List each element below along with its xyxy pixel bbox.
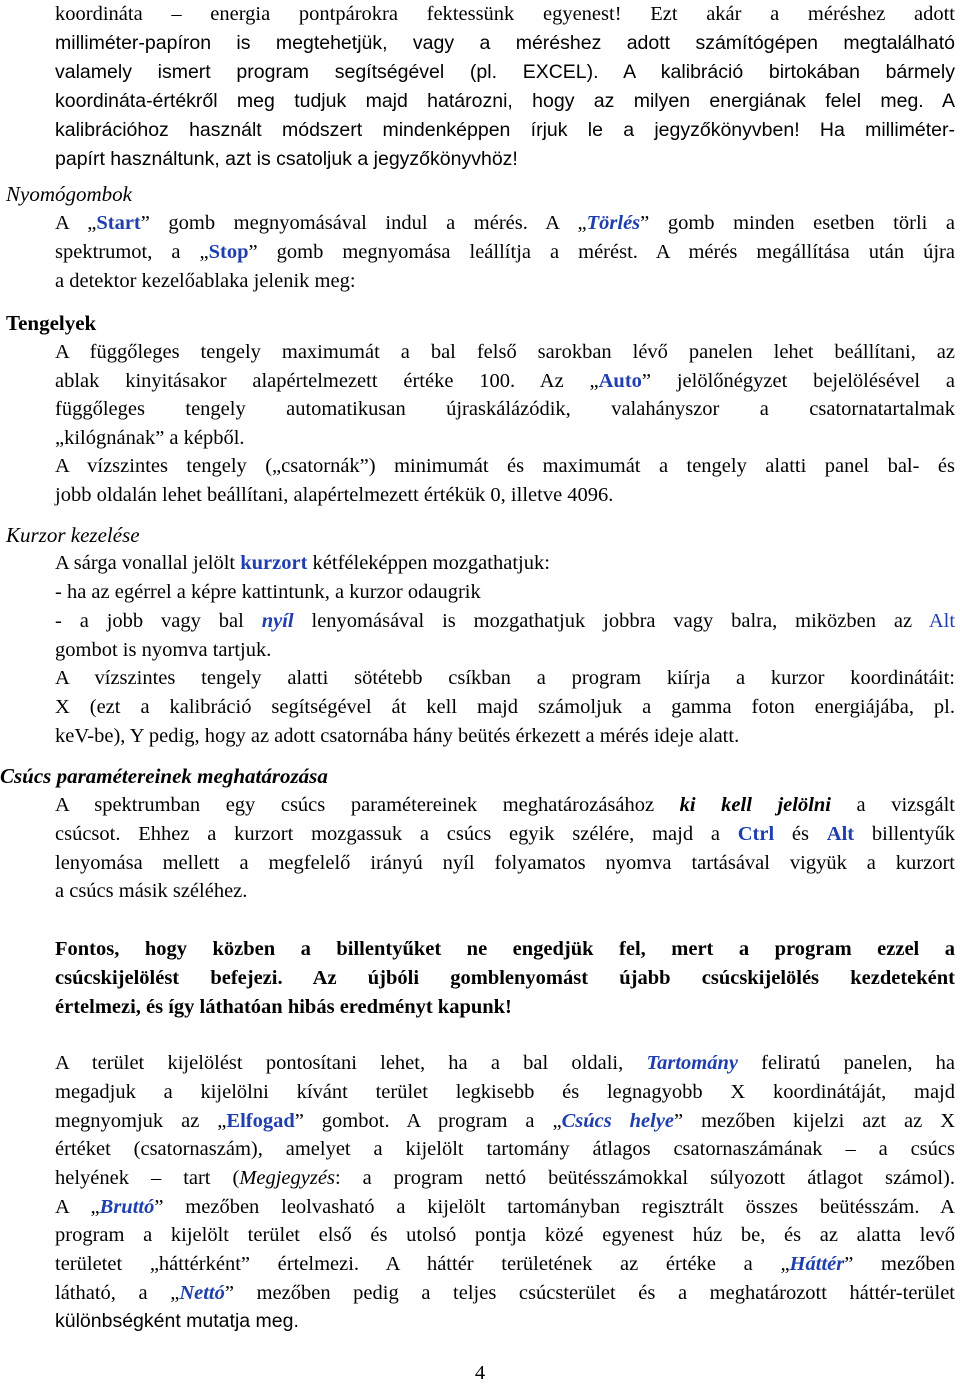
- csucs-line-2: csúcsot. Ehhez a kurzort mozgassuk a csúcs egyik szélére, majd a Ctrl és Alt billentyűk: [55, 823, 956, 845]
- elfogad-button-label: Elfogad: [226, 1110, 295, 1132]
- para-line-4: értéket (csatornaszám), amelyet a kijelölt tartomány átlagos csatornaszámának – a csúcs: [55, 1138, 955, 1160]
- kurzor-line-1: A sárga vonallal jelölt kurzort kétféleképpen mozgathatjuk:: [55, 552, 550, 574]
- tengelyek-line-2: ablak kinyitásakor alapértelmezett értéke 100. Az „Auto” jelölőnégyzet bejelölésével a: [55, 370, 955, 392]
- tengelyek-line-5: A vízszintes tengely („csatornák”) minimumát és maximumát a tengely alatti panel bal- és: [55, 455, 955, 477]
- stop-button-label: Stop: [208, 241, 249, 263]
- kurzor-line-3: - a jobb vagy bal nyíl lenyomásával is mozgathatjuk jobbra vagy balra, miközben az Alt: [55, 610, 956, 632]
- intro-line-6: papírt használtunk, azt is csatoljuk a jegyzőkönyvhöz!: [55, 148, 518, 170]
- csucs-line-3: lenyomása mellett a megfelelő irányú nyíl folyamatos nyomva tartásával vigyük a kurzort: [55, 852, 955, 874]
- intro-line-1: koordináta – energia pontpárokra fektessünk egyenest! Ezt akár a méréshez adott: [55, 3, 955, 25]
- heading-tengelyek: Tengelyek: [6, 311, 97, 335]
- csucs-line-4: a csúcs másik széléhez.: [55, 880, 248, 902]
- kurzor-line-7: keV-be), Y pedig, hogy az adott csatornába hány beütés érkezett a mérés ideje alatt.: [55, 725, 740, 747]
- tartomany-panel-label: Tartomány: [646, 1052, 738, 1074]
- para-line-2: megadjuk a kijelölni kívánt terület legkisebb és legnagyobb X koordinátáját, majd: [55, 1081, 955, 1103]
- intro-line-4: koordináta-értékről meg tudjuk majd határozni, hogy az milyen energiának felel meg. A: [55, 90, 955, 112]
- torles-button-label: Törlés: [586, 212, 641, 234]
- kurzor-line-5: A vízszintes tengely alatti sötétebb csíkban a program kiírja a kurzor koordinátáit:: [55, 667, 955, 689]
- brutto-field-label: Bruttó: [99, 1196, 155, 1218]
- nyomogombok-line-3: a detektor kezelőablaka jelenik meg:: [55, 270, 356, 292]
- alt-key-label: Alt: [826, 823, 855, 845]
- heading-kurzor: Kurzor kezelése: [6, 523, 140, 547]
- nyomogombok-line-2: spektrumot, a „Stop” gomb megnyomása leállítja a mérést. A mérés megállítása után újra: [55, 241, 955, 263]
- tengelyek-line-3: függőleges tengely automatikusan újraskálázódik, valahányszor a csatornatartalmak: [55, 398, 955, 420]
- para-line-9: látható, a „Nettó” mezőben pedig a teljes csúcsterület és a meghatározott háttér-terület: [55, 1282, 955, 1304]
- netto-field-label: Nettó: [179, 1282, 225, 1304]
- para-line-3: megnyomjuk az „Elfogad” gombot. A program a „Csúcs helye” mezőben kijelzi azt az X: [55, 1110, 956, 1132]
- intro-line-3: valamely ismert program segítségével (pl. EXCEL). A kalibráció birtokában bármely: [55, 61, 955, 83]
- page-number: 4: [474, 1362, 486, 1384]
- tengelyek-line-6: jobb oldalán lehet beállítani, alapértelmezett értékük 0, illetve 4096.: [55, 484, 614, 506]
- para-line-8: területet „háttérként” értelmezi. A háttér területének az értéke a „Háttér” mezőben: [55, 1253, 955, 1275]
- kurzor-line-6: X (ezt a kalibráció segítségével át kell majd számoljuk a gamma foton energiájába, pl.: [55, 696, 955, 718]
- intro-line-2: milliméter-papíron is megtehetjük, vagy a méréshez adott számítógépen megtalálható: [55, 32, 955, 54]
- para-line-1: A terület kijelölést pontosítani lehet, ha a bal oldali, Tartomány feliratú panelen, ha: [55, 1052, 955, 1074]
- tengelyek-line-1: A függőleges tengely maximumát a bal felső sarokban lévő panelen lehet beállítani, az: [55, 341, 955, 363]
- warning-line-1: Fontos, hogy közben a billentyűket ne engedjük fel, mert a program ezzel a: [55, 938, 955, 960]
- intro-line-5: kalibrációhoz használt módszert mindenképpen írjuk le a jegyzőkönyvben! Ha milliméter-: [55, 119, 955, 141]
- hatter-field-label: Háttér: [789, 1253, 845, 1275]
- auto-checkbox-label: Auto: [598, 370, 642, 392]
- para-line-10: különbségként mutatja meg.: [55, 1310, 299, 1332]
- kurzor-line-2: - ha az egérrel a képre kattintunk, a kurzor odaugrik: [55, 581, 481, 603]
- heading-csucs: Csúcs paramétereinek meghatározása: [0, 764, 328, 788]
- tengelyek-line-4: „kilógnának” a képből.: [55, 427, 245, 449]
- warning-line-2: csúcskijelölést befejezi. Az újbóli gomblenyomást újabb csúcskijelölés kezdeteként: [55, 967, 955, 989]
- para-line-5: helyének – tart (Megjegyzés: a program nettó beütésszámokkal súlyozott átlagot számol).: [55, 1167, 955, 1189]
- heading-nyomogombok: Nyomógombok: [6, 182, 132, 206]
- kurzor-line-4: gombot is nyomva tartjuk.: [55, 639, 272, 661]
- warning-line-3: értelmezi, és így láthatóan hibás eredményt kapunk!: [55, 996, 512, 1018]
- para-line-6: A „Bruttó” mezőben leolvasható a kijelölt tartományban regisztrált összes beütésszám. A: [55, 1196, 955, 1218]
- nyomogombok-line-1: A „Start” gomb megnyomásával indul a mérés. A „Törlés” gomb minden esetben törli a: [55, 212, 955, 234]
- para-line-7: program a kijelölt terület első és utolsó pontja közé egyenest húz be, és az alatta levő: [55, 1224, 955, 1246]
- csucs-line-1: A spektrumban egy csúcs paramétereinek meghatározásához ki kell jelölni a vizsgált: [55, 794, 955, 816]
- csucs-helye-field-label: Csúcs helye: [561, 1110, 675, 1132]
- ctrl-key-label: Ctrl: [737, 823, 775, 845]
- start-button-label: Start: [96, 212, 141, 234]
